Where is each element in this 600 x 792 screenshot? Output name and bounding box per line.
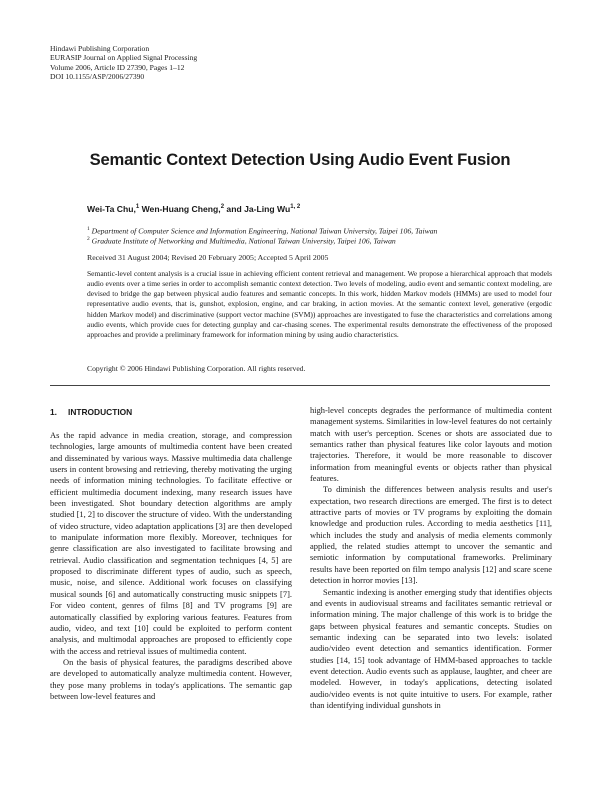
publisher-line: Hindawi Publishing Corporation: [50, 44, 150, 53]
author-3: and Ja-Ling Wu: [224, 204, 291, 214]
copyright-notice: Copyright © 2006 Hindawi Publishing Corporation. All rights reserved.: [87, 364, 306, 373]
affiliation-2: [87, 236, 396, 246]
paragraph: On the basis of physical features, the paradigms described above are developed to automatically analyze multimedia content. However, they pose many problems in today's applications. The semantic gap between low-level features and: [50, 656, 292, 701]
abstract: Semantic-level content analysis is a crucial issue in achieving efficient content retrieval and management. We propose a hierarchical approach that models audio events over a time series in order to accomplish semantic context detection. Two levels of modeling, audio event and semantic context modeling, are devised to bridge the gap between physical audio features and semantic concepts. In this work, hidden Markov models (HMMs) are used to model four representative audio events, that is, gunshot, explosion, engine, and car braking, in action movies. At the semantic context level, generative (ergodic hidden Markov model) and discriminative (support vector machine (SVM)) approaches are investigated to fuse the characteristics and correlations among audio events, which provide cues for detecting gunplay and car-chasing scenes. The experimental results demonstrate the effectiveness of the proposed approaches and provide a preliminary framework for information mining by using audio characteristics.: [87, 269, 552, 339]
affiliation-1-sup: 1: [87, 226, 90, 232]
affiliation-2-text: Graduate Institute of Networking and Multimedia, National Taiwan University, Taipei 106, Taiwan: [91, 236, 396, 246]
section-divider: [50, 385, 550, 386]
author-2: Wen-Huang Cheng,: [139, 204, 221, 214]
left-column: [50, 430, 292, 702]
author-3-sup: 1, 2: [290, 204, 301, 211]
right-column: [310, 405, 552, 711]
affiliation-1: [87, 226, 437, 236]
submission-dates: Received 31 August 2004; Revised 20 February 2005; Accepted 5 April 2005: [87, 253, 329, 262]
paper-title: Semantic Context Detection Using Audio Event Fusion: [89, 150, 511, 169]
paragraph: To diminish the differences between analysis results and user's expectation, two research directions are emerged. The first is to detect attractive parts of movies or TV programs by exploiting the domain knowledge and production rules. According to media aesthetics [11], which includes the study and analysis of media elements commonly applied, the related studies attempt to uncover the semantic and semiotic information by computational frameworks. Preliminary results have been reported on film tempo analysis [12] and scare scene detection in horror movies [13].: [310, 484, 552, 586]
paragraph: As the rapid advance in media creation, storage, and compression technologies, large amounts of multimedia content have been created and disseminated by various ways. Massive multimedia data challenge users in content browsing and retrieving, thereby motivating the urging needs of information mining technologies. To facilitate effective or efficient multimedia document indexing, many research issues have been investigated. Shot boundary detection algorithms are amply studied [1, 2] to discover the structure of video. With the understanding of video structure, video adaptation applications [3] are then developed to manipulate information more flexibly. Moreover, techniques for genre classification are also investigated to facilitate browsing and retrieval. Audio classification and segmentation techniques [4, 5] are proposed to discriminate different types of audio, such as speech, music, noise, and silence. Additional work focuses on classifying musical sounds [6] and automatically constructing music snippets [7]. For video content, genres of films [8] and TV programs [9] are automatically classified by exploring various features. Features from audio, video, and text [10] could be exploited to perform content analysis, and multimodal approaches are proposed to efficiently cope with the access and retrieval issues of multimedia content.: [50, 430, 292, 656]
paragraph: high-level concepts degrades the performance of multimedia content management systems. Similarities in low-level features do not certainly match with user's perception. Scenes or shots are associated due to semantics rather than physical features like color layouts and motion trajectories. Therefore, it would be more reasonable to discover information from meaningful events or objects rather than physical features.: [310, 405, 552, 484]
author-list: [87, 204, 300, 214]
section-title: INTRODUCTION: [68, 407, 133, 417]
affiliation-1-text: Department of Computer Science and Information Engineering, National Taiwan University, Taipei 106, Taiwan: [91, 226, 438, 236]
doi-line: DOI 10.1155/ASP/2006/27390: [50, 72, 145, 82]
author-2-sup: 2: [220, 204, 225, 211]
journal-header: [50, 44, 197, 82]
journal-name-line: EURASIP Journal on Applied Signal Processing: [50, 53, 198, 63]
paragraph: Semantic indexing is another emerging study that identifies objects and events in audiovisual streams and facilitates semantic retrieval or information mining. The major challenge of this work is to bridge the gaps between physical features and semantic concepts. Studies on semantic indexing can be separated into two levels: isolated audio/video event detection and semantics identification. Former studies [14, 15] took advantage of HMM-based approaches to tackle event detection. Audio events such as applause, laughter, and cheer are modeled. However, in today's applications, detecting isolated audio/video events is not quite intuitive to users. For example, rather than identifying individual gunshots in: [310, 586, 552, 710]
author-1: Wei-Ta Chu,: [87, 204, 136, 214]
section-number: 1.: [50, 407, 57, 417]
affiliation-2-sup: 2: [87, 236, 90, 242]
author-1-sup: 1: [135, 204, 140, 211]
volume-line: Volume 2006, Article ID 27390, Pages 1–12: [50, 62, 185, 72]
section-heading-introduction: [50, 407, 132, 417]
